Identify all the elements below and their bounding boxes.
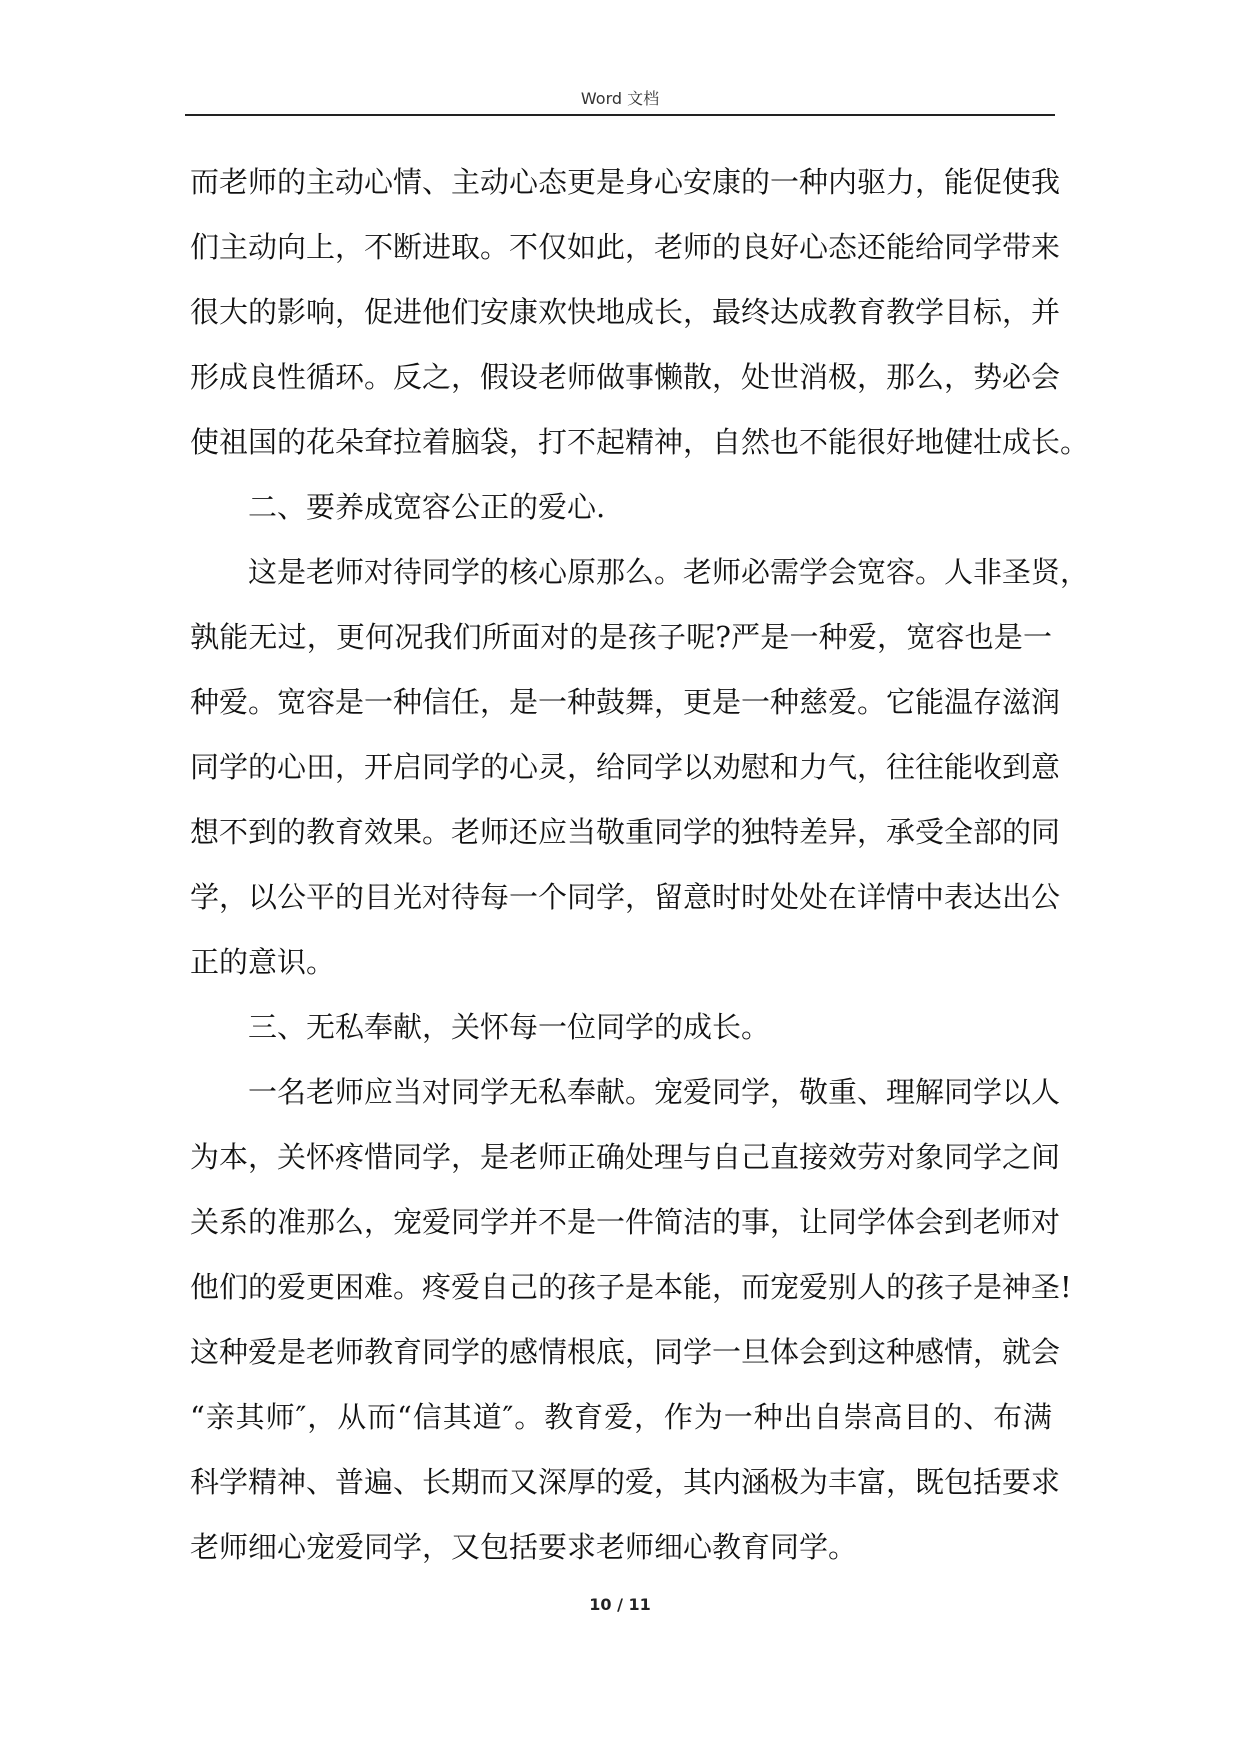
paragraph-line: 为本，关怀疼惜同学，是老师正确处理与自己直接效劳对象同学之间 bbox=[190, 1140, 1061, 1174]
paragraph-line: 想不到的教育效果。老师还应当敬重同学的独特差异，承受全部的同 bbox=[190, 815, 1061, 849]
paragraph-line: 科学精神、普遍、长期而又深厚的爱，其内涵极为丰富，既包括要求 bbox=[190, 1465, 1061, 1499]
paragraph-line: 这种爱是老师教育同学的感情根底，同学一旦体会到这种感情，就会 bbox=[190, 1335, 1061, 1369]
paragraph-line: 使祖国的花朵耷拉着脑袋，打不起精神，自然也不能很好地健壮成长。 bbox=[190, 425, 1090, 459]
paragraph-line: 二、要养成宽容公正的爱心. bbox=[248, 490, 606, 524]
paragraph-line: 们主动向上，不断进取。不仅如此，老师的良好心态还能给同学带来 bbox=[190, 230, 1061, 264]
paragraph-line: 孰能无过，更何况我们所面对的是孩子呢?严是一种爱，宽容也是一 bbox=[190, 620, 1052, 654]
paragraph-line: 老师细心宠爱同学，又包括要求老师细心教育同学。 bbox=[190, 1530, 858, 1564]
paragraph-line: “亲其师″，从而“信其道″。教育爱，作为一种出自崇高目的、布满 bbox=[190, 1400, 1052, 1434]
paragraph-line: 关系的准那么，宠爱同学并不是一件简洁的事，让同学体会到老师对 bbox=[190, 1205, 1061, 1239]
paragraph-line: 正的意识。 bbox=[190, 945, 336, 979]
paragraph-line: 种爱。宽容是一种信任，是一种鼓舞，更是一种慈爱。它能温存滋润 bbox=[190, 685, 1061, 719]
paragraph-line: 学，以公平的目光对待每一个同学，留意时时处处在详情中表达出公 bbox=[190, 880, 1061, 914]
paragraph-line: 同学的心田，开启同学的心灵，给同学以劝慰和力气，往往能收到意 bbox=[190, 750, 1061, 784]
paragraph-line: 而老师的主动心情、主动心态更是身心安康的一种内驱力，能促使我 bbox=[190, 165, 1061, 199]
paragraph-line: 形成良性循环。反之，假设老师做事懒散，处世消极，那么，势必会 bbox=[190, 360, 1061, 394]
paragraph-line: 三、无私奉献，关怀每一位同学的成长。 bbox=[248, 1010, 771, 1044]
paragraph-line: 很大的影响，促进他们安康欢快地成长，最终达成教育教学目标，并 bbox=[190, 295, 1061, 329]
header-rule bbox=[185, 114, 1055, 116]
paragraph-line: 这是老师对待同学的核心原那么。老师必需学会宽容。人非圣贤， bbox=[248, 555, 1090, 589]
paragraph-line: 一名老师应当对同学无私奉献。宠爱同学，敬重、理解同学以人 bbox=[248, 1075, 1061, 1109]
page-number: 10 / 11 bbox=[589, 1595, 651, 1614]
page-header: Word 文档 bbox=[580, 89, 660, 108]
paragraph-line: 他们的爱更困难。疼爱自己的孩子是本能，而宠爱别人的孩子是神圣! bbox=[190, 1270, 1072, 1304]
document-body bbox=[190, 150, 1090, 1580]
